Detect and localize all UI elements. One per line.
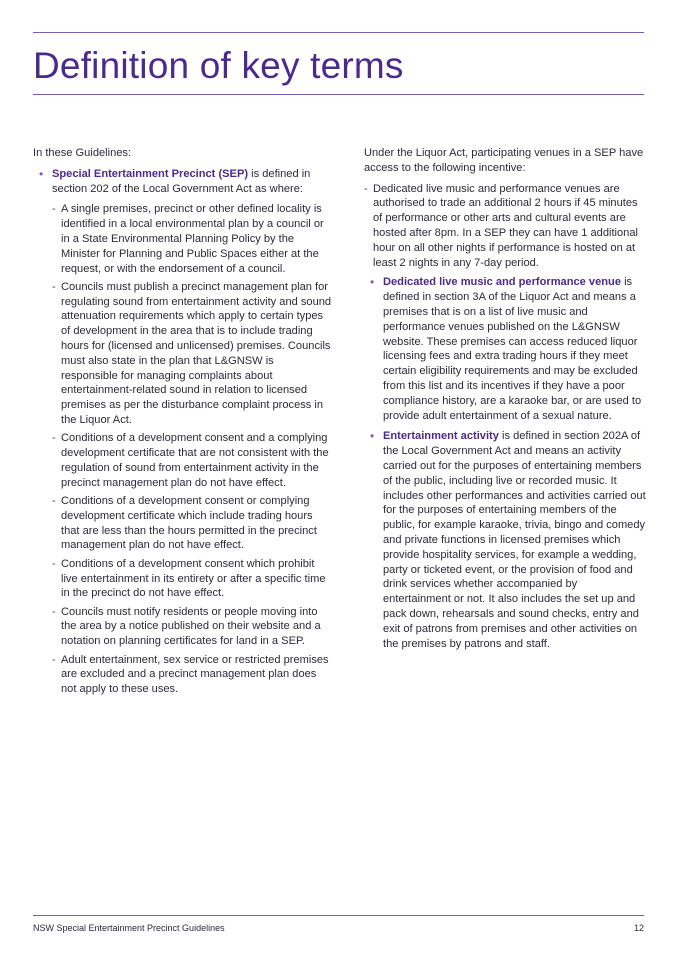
definition-sep-text: is defined in section 202 of the Local Government Act as where: xyxy=(52,167,311,195)
sep-criterion: - Councils must publish a precinct management plan for regulating sound from entertainment activity and sound attenuation requirements which apply to certain types of development in the area that is to include trading hours for (licensed and unlicensed) premises. Councils must also state in the plan that L&GNSW is responsible for managing complaints about entertainment-related sound in relation to licensed premises as per the disturbance complaint process in the Liquor Act. xyxy=(52,280,333,428)
definition-activity xyxy=(364,429,646,651)
footer-divider xyxy=(33,915,644,916)
sep-criterion: - Conditions of a development consent or complying development certificate which include trading hours that are less than the hours permitted in the precinct management plan do not have effect. xyxy=(52,494,333,553)
sep-criteria-list xyxy=(52,202,333,697)
page-number: 12 xyxy=(633,923,644,933)
incentive-intro: Under the Liquor Act, participating venues in a SEP have access to the following incentive: xyxy=(364,147,644,174)
definition-venue-text: is defined in section 3A of the Liquor Act and means a premises that is on a list of live music and performance venues published on the L&GNSW website. These premises can access reduced liquor licensing fees and extra trading hours if they meet certain eligibility requirements and may be excluded from this list and its incentives if they have a poor compliance history, are a karaoke bar, or are used to provide adult entertainment of a sexual nature. xyxy=(383,276,642,422)
definitions-list-right xyxy=(364,275,646,651)
sep-criterion: - Conditions of a development consent which prohibit live entertainment in its entirety or after a specific time in the precinct do not have effect. xyxy=(52,557,333,601)
page-title: Definition of key terms xyxy=(33,45,404,86)
definition-venue xyxy=(364,275,646,423)
sep-criterion: - A single premises, precinct or other defined locality is identified in a local environmental plan by a council or in a State Environmental Planning Policy by the Minister for Planning and Public Spaces either at the request, or with the endorsement of a council. xyxy=(52,202,333,276)
definitions-list xyxy=(33,167,333,697)
definition-activity-text: is defined in section 202A of the Local Government Act and means an activity carried out for the purposes of entertaining members of the public, including live or recorded music. It includes other performances and activities carried out for the purposes of entertaining members of the public, for example karaoke, trivia, bingo and comedy and private functions in licensed premises which provide hospitality services, for example a wedding, party or ticketed event, or the provision of food and drink services whether accompanied by entertainment or not. It also includes the set up and pack down, rehearsals and sound checks, entry and exit of patrons from premises and other activities on the premises by patrons and staff. xyxy=(383,430,646,650)
title-divider xyxy=(33,94,644,95)
intro-text: In these Guidelines: xyxy=(33,147,132,159)
top-divider xyxy=(33,32,644,33)
right-column xyxy=(364,146,646,657)
sep-criterion: - Adult entertainment, sex service or restricted premises are excluded and a precinct management plan does not apply to these uses. xyxy=(52,653,333,697)
sep-criterion: - Councils must notify residents or people moving into the area by a notice published on their website and a notation on planning certificates for land in a SEP. xyxy=(52,605,333,649)
left-column xyxy=(33,146,333,703)
footer-document-title: NSW Special Entertainment Precinct Guidelines xyxy=(33,923,225,933)
definition-sep xyxy=(33,167,333,697)
term-venue: Dedicated live music and performance venue xyxy=(383,276,621,289)
term-sep: Special Entertainment Precinct (SEP) xyxy=(52,167,249,180)
sep-criterion: - Conditions of a development consent and a complying development certificate that are not consistent with the regulation of sound from entertainment activity in the precinct management plan do not have effect. xyxy=(52,431,333,490)
incentive-list xyxy=(364,182,646,271)
incentive-item: - Dedicated live music and performance venues are authorised to trade an additional 2 hours if 45 minutes of performance or other arts and cultural events are hosted after 8pm. In a SEP they can have 1 additional hour on all other nights if performance is hosted on at least 2 nights in any 7-day period. xyxy=(364,182,646,271)
term-activity: Entertainment activity xyxy=(383,430,499,443)
